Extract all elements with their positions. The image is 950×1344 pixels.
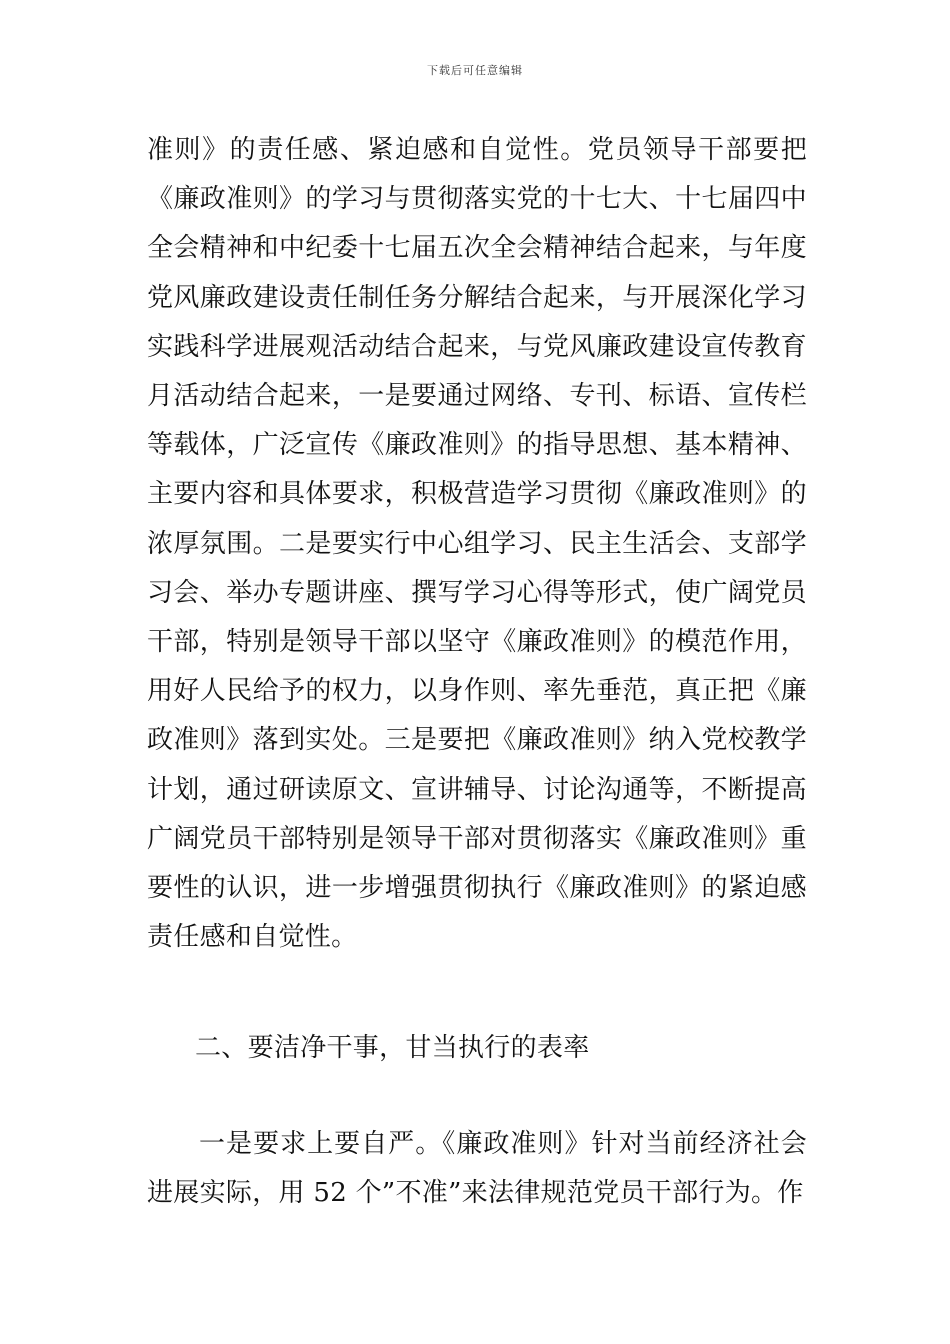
paragraph-section-two [147,1120,807,1218]
paragraph-text: 一是要求上要自严。《廉政准则》针对当前经济社会进展实际，用 52 个”不准”来法律规范党员干部行为。作 [147,1129,807,1209]
paragraph-text: 准则》的责任感、紧迫感和自觉性。党员领导干部要把《廉政准则》的学习与贯彻落实党的十七大、十七届四中全会精神和中纪委十七届五次全会精神结合起来，与年度党风廉政建设责任制任务分解结合起来，与开展深化学习实践科学进展观活动结合起来，与党风廉政建设宣传教育月活动结合起来，一是要通过网络、专刊、标语、宣传栏等载体，广泛宣传《廉政准则》的指导思想、基本精神、主要内容和具体要求，积极营造学习贯彻《廉政准则》的浓厚氛围。二是要实行中心组学习、民主生活会、支部学习会、举办专题讲座、撰写学习心得等形式，使广阔党员干部，特别是领导干部以坚守《廉政准则》的模范作用，用好人民给予的权力，以身作则、率先垂范，真正把《廉政准则》落到实处。三是要把《廉政准则》纳入党校教学计划，通过研读原文、宣讲辅导、讨论沟通等，不断提高广阔党员干部特别是领导干部对贯彻落实《廉政准则》重要性的认识，进一步增强贯彻执行《廉政准则》的紧迫感责任感和自觉性。 [147,135,807,953]
paragraph-continuation [147,126,807,962]
page-header: 下载后可任意编辑 [427,64,523,77]
section-heading: 二、要洁净干事，甘当执行的表率 [195,1033,590,1063]
